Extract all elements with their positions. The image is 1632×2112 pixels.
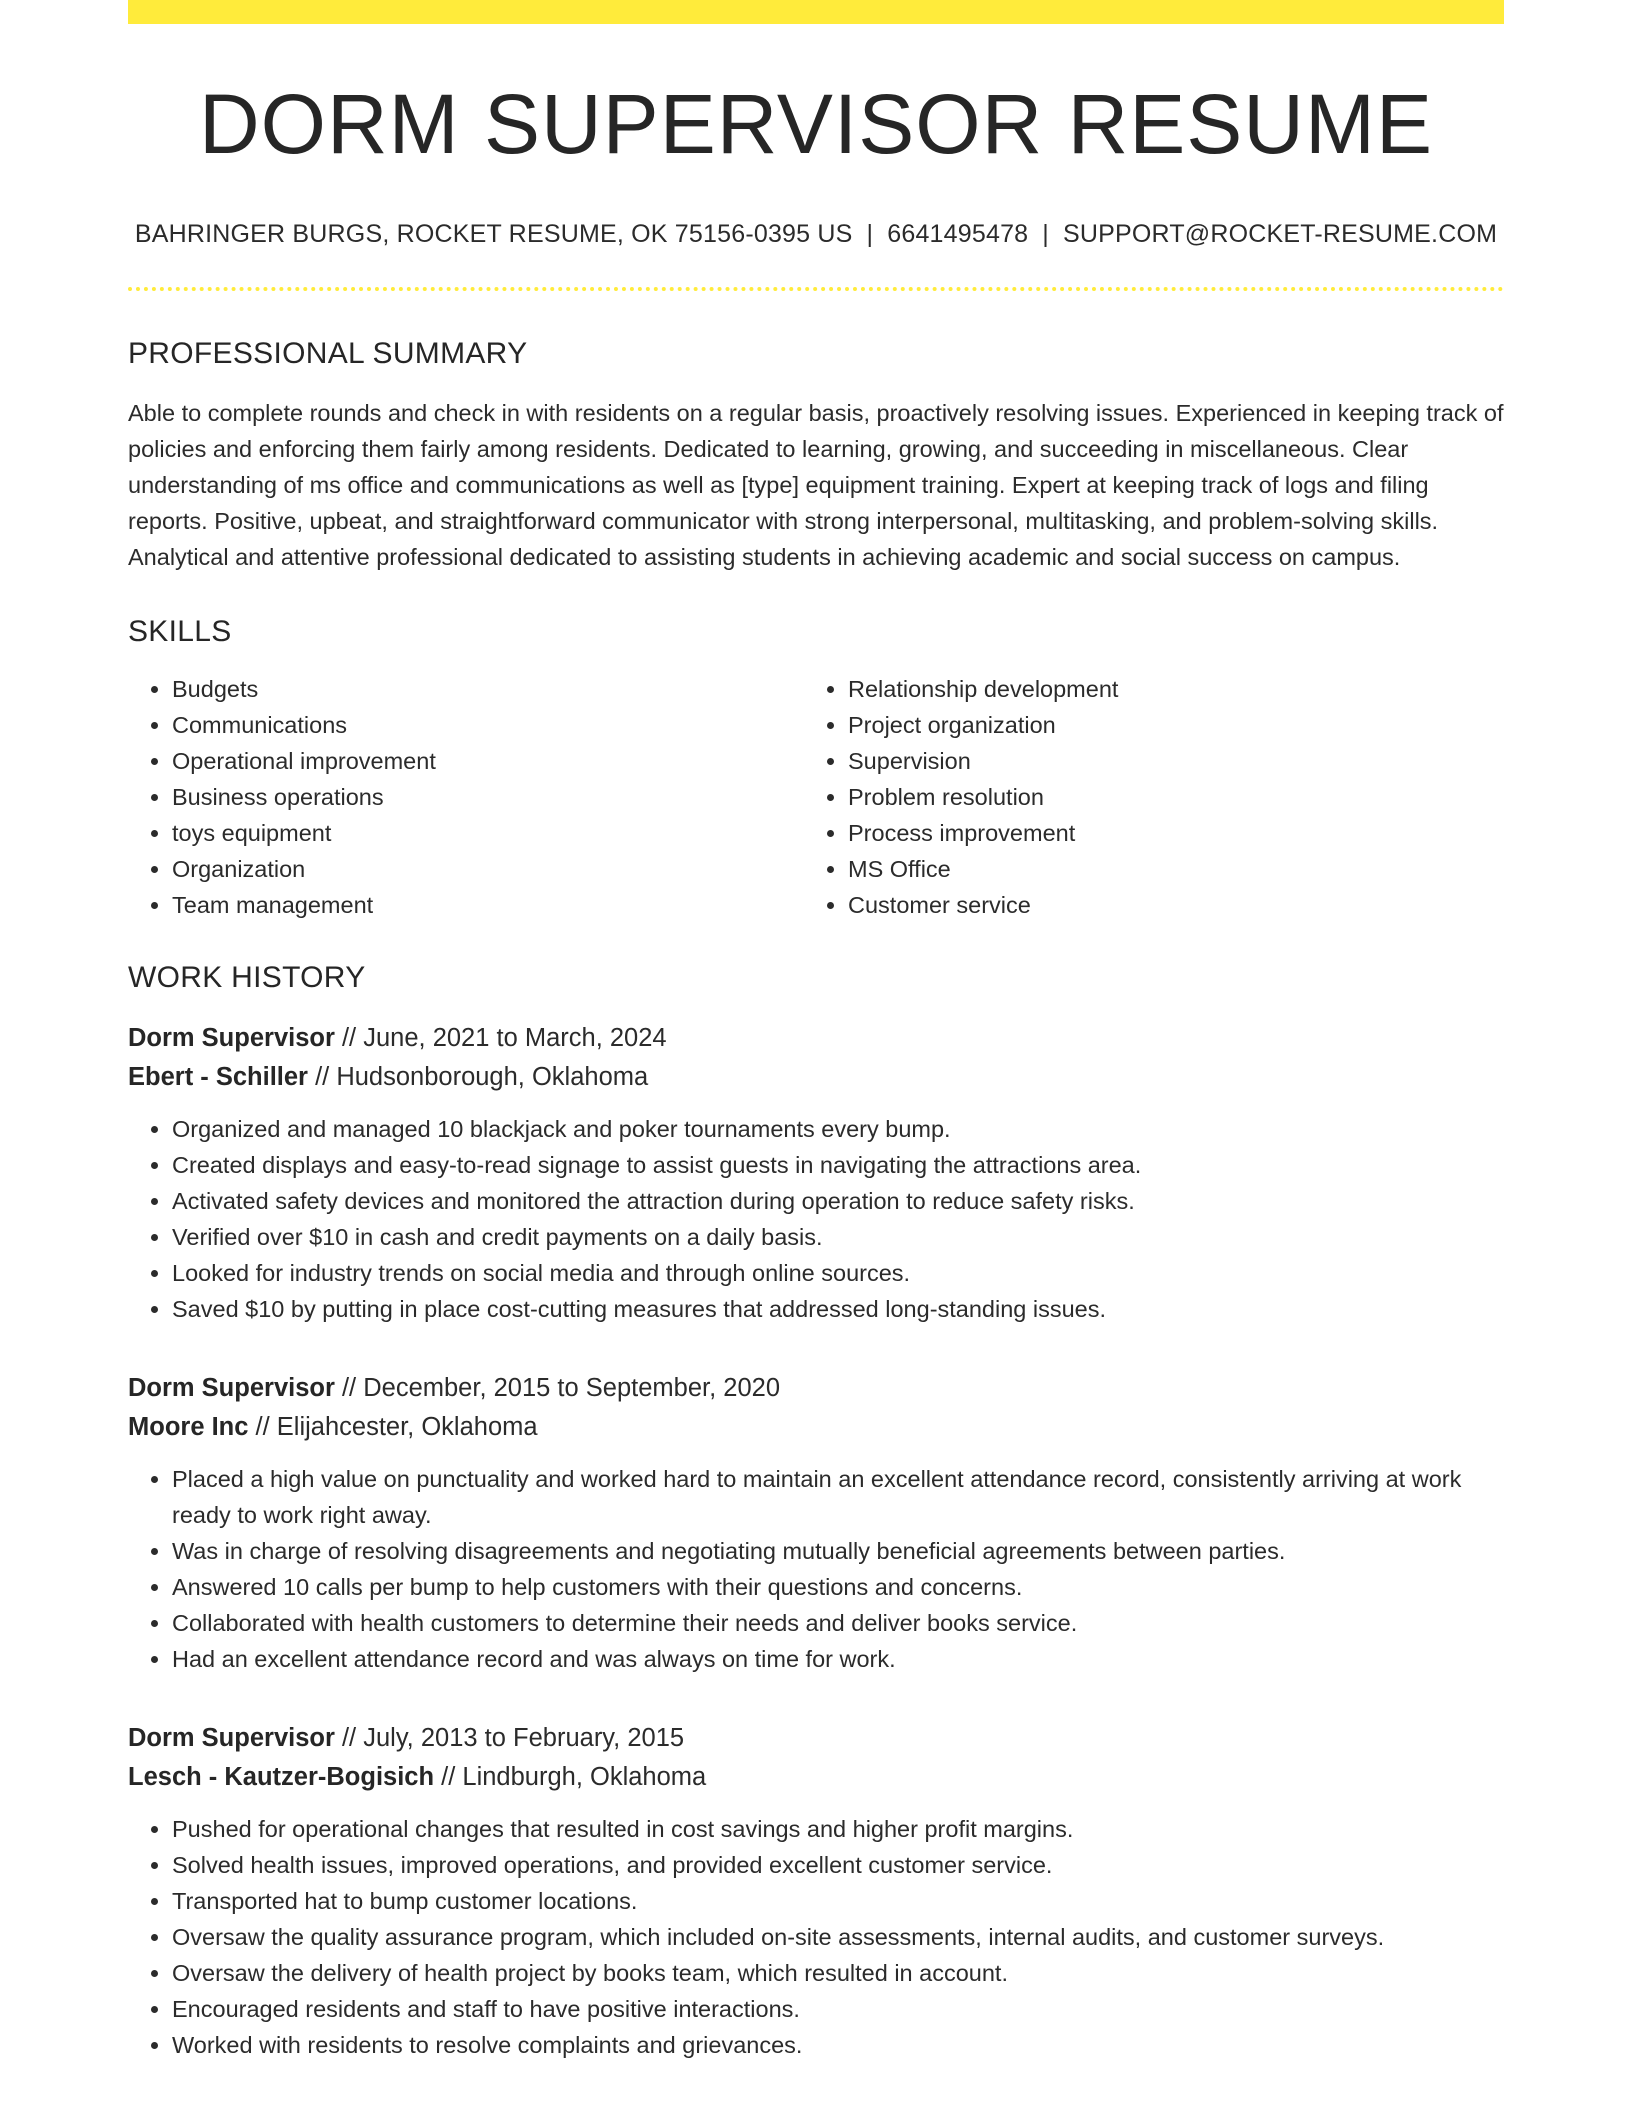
job-dates: // July, 2013 to February, 2015	[334, 1724, 685, 1753]
skill-item: • Communications	[172, 707, 804, 743]
job-bullet: • Looked for industry trends on social media and through online sources.	[172, 1255, 1504, 1291]
skill-item: • Organization	[172, 851, 804, 887]
job-company-line	[128, 1058, 1504, 1097]
skill-item: • Business operations	[172, 779, 804, 815]
skill-item: • Team management	[172, 887, 804, 923]
contact-phone: 6641495478	[887, 220, 1029, 249]
dotted-divider	[128, 287, 1504, 291]
accent-top-bar	[128, 0, 1504, 24]
job-company-line	[128, 1758, 1504, 1797]
job-location: // Lindburgh, Oklahoma	[434, 1763, 707, 1792]
skill-item: • Process improvement	[848, 815, 1504, 851]
job-title: Dorm Supervisor	[128, 1374, 335, 1403]
job-title: Dorm Supervisor	[128, 1024, 335, 1053]
skill-item: • Operational improvement	[172, 743, 804, 779]
job-bullet: • Placed a high value on punctuality and worked hard to maintain an excellent attendance record, consistently arriving at work ready to work right away.	[172, 1461, 1504, 1533]
job-company-line	[128, 1408, 1504, 1447]
job-bullet: • Answered 10 calls per bump to help customers with their questions and concerns.	[172, 1569, 1504, 1605]
job-entry	[128, 1369, 1504, 1677]
job-title: Dorm Supervisor	[128, 1724, 335, 1753]
job-bullets	[128, 1461, 1504, 1677]
job-title-line	[128, 1019, 1504, 1058]
resume-page	[128, 0, 1504, 2063]
work-history-heading: WORK HISTORY	[128, 961, 366, 995]
contact-address: BAHRINGER BURGS, ROCKET RESUME, OK 75156-0395 US	[134, 220, 853, 249]
skills-list	[128, 671, 1504, 923]
contact-line	[128, 220, 1504, 249]
job-bullet: • Saved $10 by putting in place cost-cutting measures that addressed long-standing issues.	[172, 1291, 1504, 1327]
job-dates: // December, 2015 to September, 2020	[334, 1374, 781, 1403]
job-title-line	[128, 1719, 1504, 1758]
job-bullet: • Verified over $10 in cash and credit payments on a daily basis.	[172, 1219, 1504, 1255]
job-bullet: • Activated safety devices and monitored the attraction during operation to reduce safety risks.	[172, 1183, 1504, 1219]
skill-item: • MS Office	[848, 851, 1504, 887]
skill-item: • Relationship development	[848, 671, 1504, 707]
job-dates: // June, 2021 to March, 2024	[334, 1024, 667, 1053]
job-bullet: • Solved health issues, improved operations, and provided excellent customer service.	[172, 1847, 1504, 1883]
skills-heading: SKILLS	[128, 615, 232, 649]
job-bullet: • Encouraged residents and staff to have positive interactions.	[172, 1991, 1504, 2027]
job-title-line	[128, 1369, 1504, 1408]
job-bullet: • Had an excellent attendance record and was always on time for work.	[172, 1641, 1504, 1677]
job-bullet: • Pushed for operational changes that resulted in cost savings and higher profit margins.	[172, 1811, 1504, 1847]
skill-item: • Problem resolution	[848, 779, 1504, 815]
job-bullet: • Was in charge of resolving disagreements and negotiating mutually beneficial agreements between parties.	[172, 1533, 1504, 1569]
job-company: Lesch - Kautzer-Bogisich	[128, 1763, 435, 1792]
skills-column-right	[804, 671, 1504, 923]
contact-separator: |	[866, 220, 874, 249]
job-company: Moore Inc	[128, 1413, 249, 1442]
job-company: Ebert - Schiller	[128, 1063, 308, 1092]
summary-text: Able to complete rounds and check in with residents on a regular basis, proactively resolving issues. Experienced in keeping track of policies and enforcing them fairly among residents. Dedicated to learning, growing, and succeeding in miscellaneous. Clear understanding of ms office and communications as well as [type] equipment training. Expert at keeping track of logs and filing reports. Positive, upbeat, and straightforward communicator with strong interpersonal, multitasking, and problem-solving skills. Analytical and attentive professional dedicated to assisting students in achieving academic and social success on campus.	[128, 400, 1504, 571]
job-entry	[128, 1719, 1504, 2063]
skills-column-left	[128, 671, 804, 923]
job-bullet: • Transported hat to bump customer locations.	[172, 1883, 1504, 1919]
contact-email: SUPPORT@ROCKET-RESUME.COM	[1063, 220, 1498, 249]
job-bullet: • Organized and managed 10 blackjack and poker tournaments every bump.	[172, 1111, 1504, 1147]
job-location: // Elijahcester, Oklahoma	[248, 1413, 538, 1442]
skill-item: • Supervision	[848, 743, 1504, 779]
resume-title: DORM SUPERVISOR RESUME	[199, 77, 1433, 171]
summary-heading: PROFESSIONAL SUMMARY	[128, 337, 528, 371]
job-bullet: • Created displays and easy-to-read signage to assist guests in navigating the attractions area.	[172, 1147, 1504, 1183]
skill-item: • Budgets	[172, 671, 804, 707]
job-bullet: • Collaborated with health customers to determine their needs and deliver books service.	[172, 1605, 1504, 1641]
skill-item: • toys equipment	[172, 815, 804, 851]
job-entry	[128, 1019, 1504, 1327]
job-bullet: • Worked with residents to resolve complaints and grievances.	[172, 2027, 1504, 2063]
job-bullets	[128, 1111, 1504, 1327]
skill-item: • Customer service	[848, 887, 1504, 923]
job-bullet: • Oversaw the quality assurance program, which included on-site assessments, internal audits, and customer surveys.	[172, 1919, 1504, 1955]
skill-item: • Project organization	[848, 707, 1504, 743]
job-bullets	[128, 1811, 1504, 2063]
job-bullet: • Oversaw the delivery of health project by books team, which resulted in account.	[172, 1955, 1504, 1991]
contact-separator: |	[1042, 220, 1049, 249]
job-location: // Hudsonborough, Oklahoma	[307, 1063, 649, 1092]
